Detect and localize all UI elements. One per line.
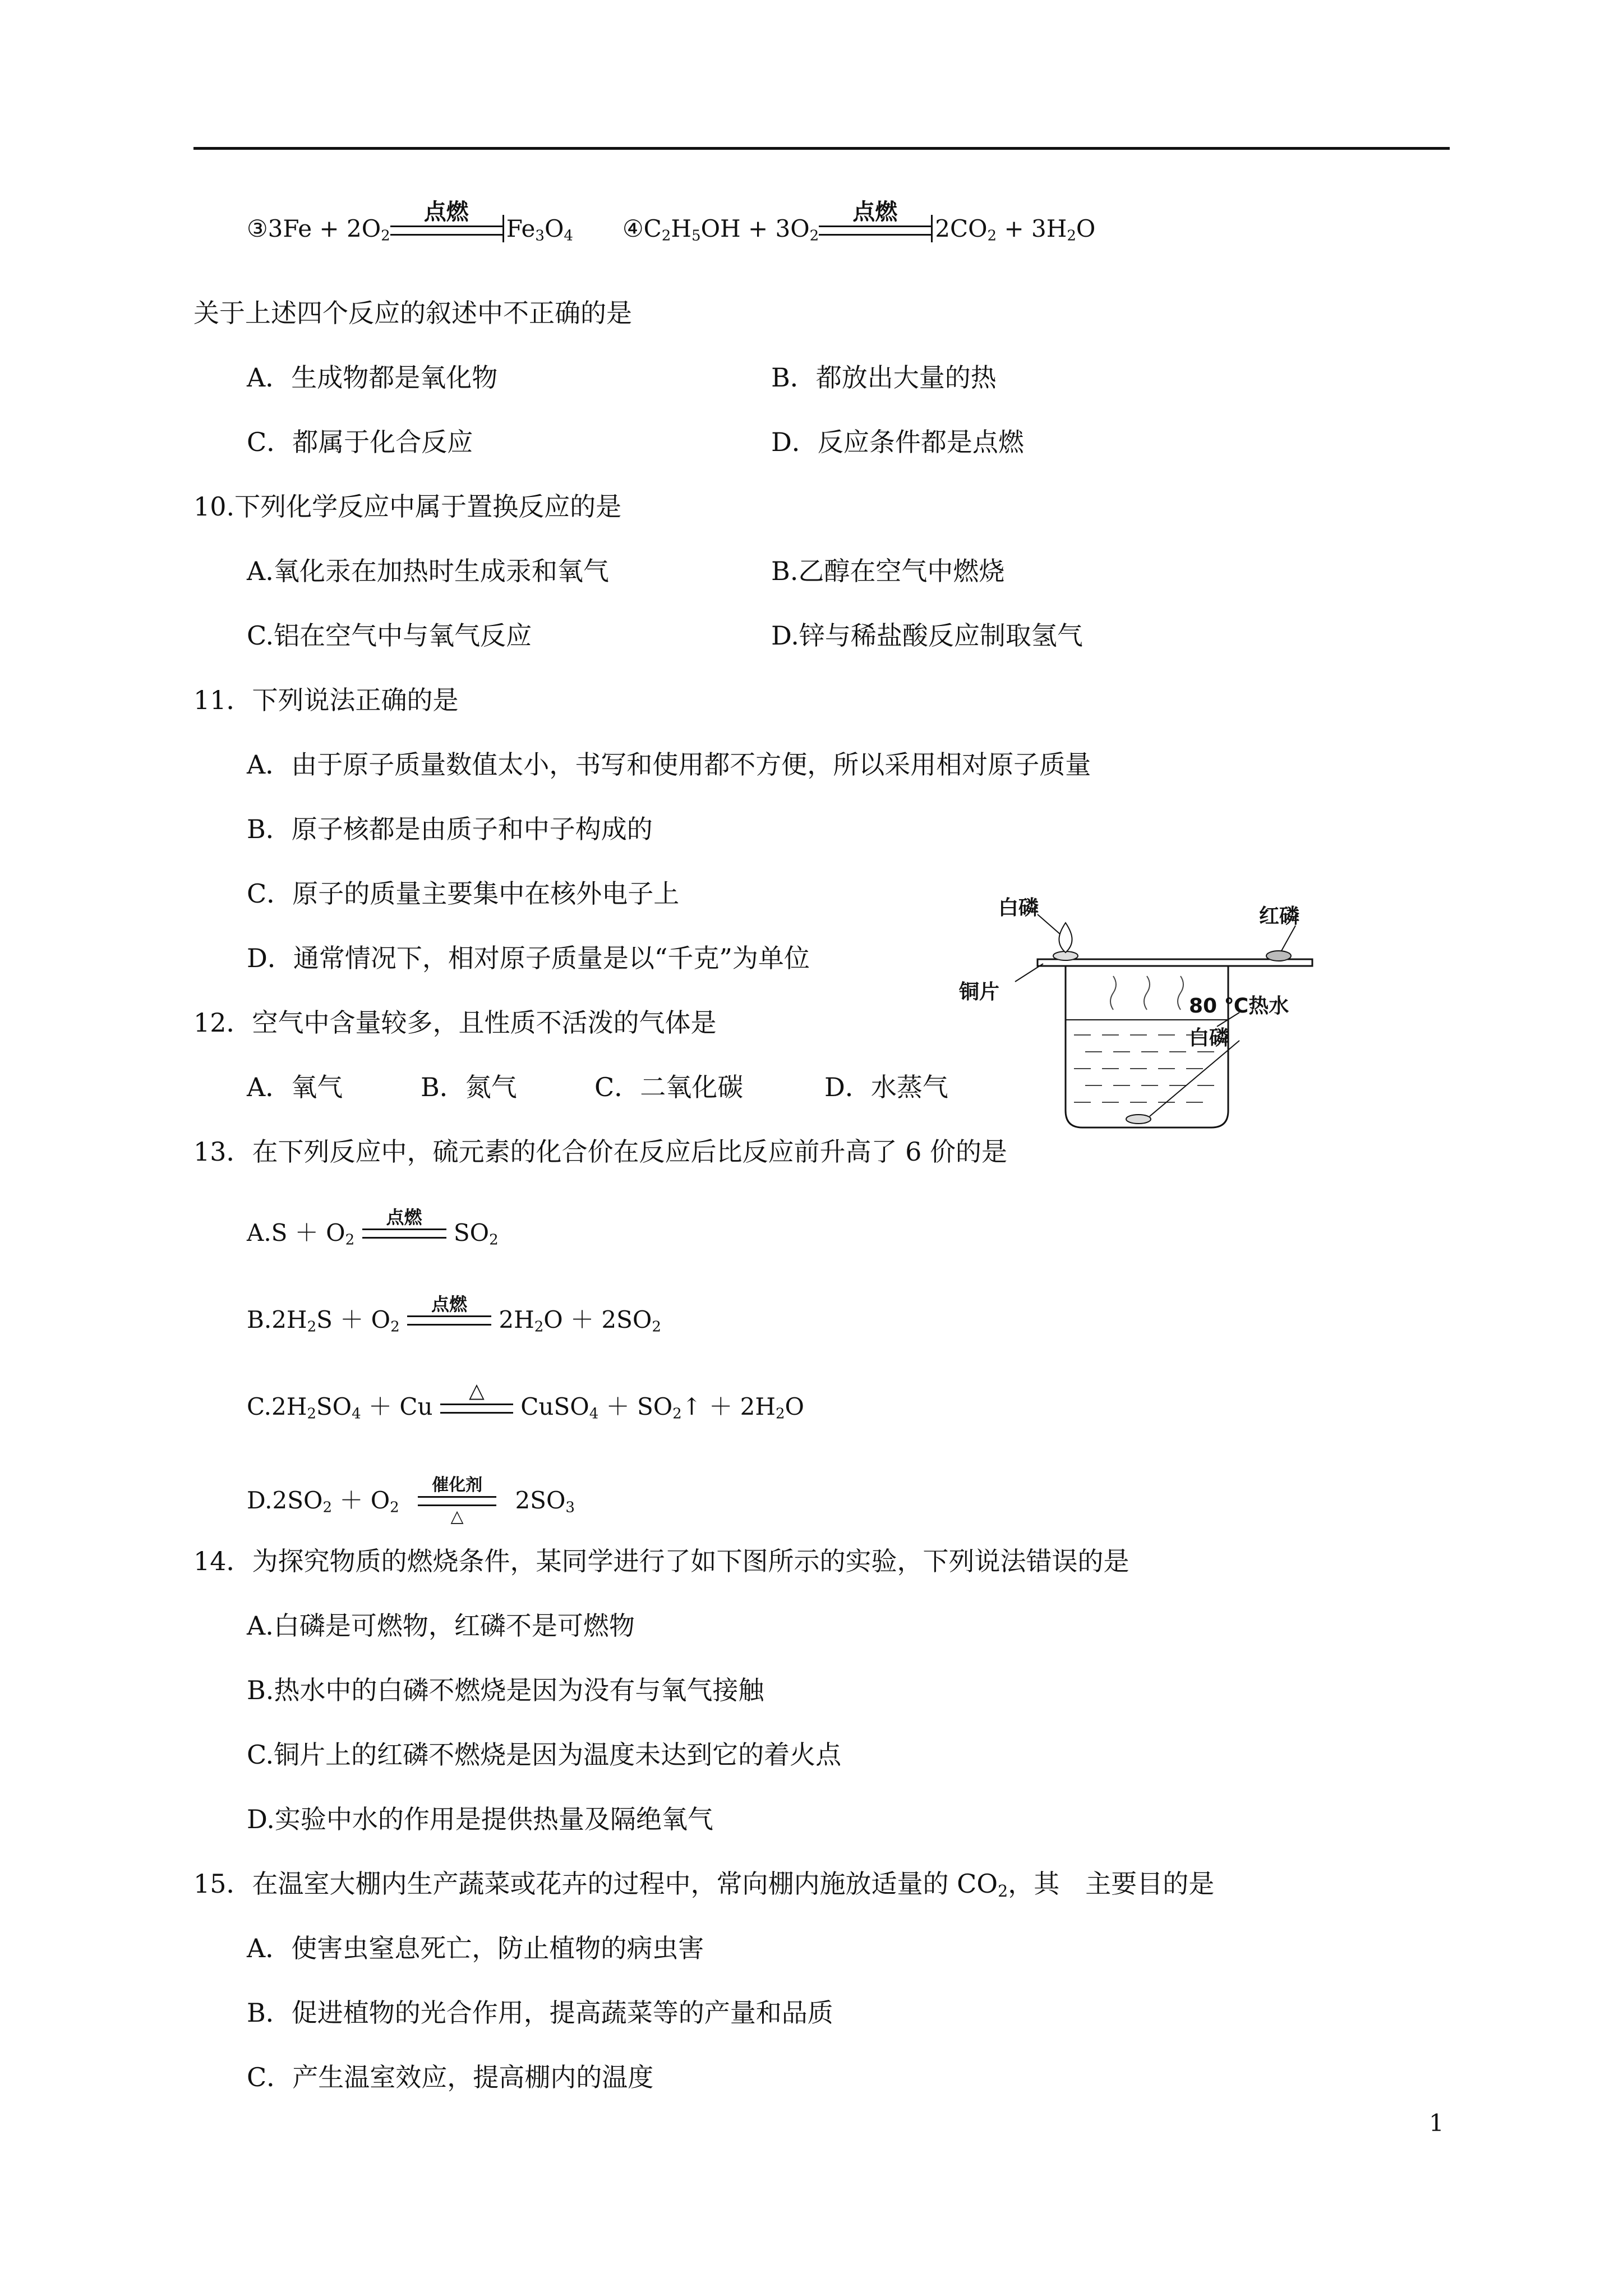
q13-option-b: $B.2H_2S + O_2$ 点燃 $2H_2O + 2SO_2$: [247, 1294, 661, 1336]
q12-option-b: B．氮气: [421, 1072, 517, 1102]
label-copper-sheet: 铜片: [959, 981, 1000, 1004]
reaction-arrow: 点燃: [390, 201, 502, 236]
q12-option-a: A．氧气: [247, 1072, 343, 1102]
combustion-experiment-figure: [953, 892, 1324, 1139]
header-rule: [193, 147, 1450, 150]
q12-stem: 12．空气中含量较多，且性质不活泼的气体是: [193, 1007, 717, 1038]
q10-option-d: D.锌与稀盐酸反应制取氢气: [771, 620, 1083, 651]
q15-stem: 15．在温室大棚内生产蔬菜或花卉的过程中，常向棚内施放适量的 $CO_2$，其 主要目的是: [193, 1869, 1215, 1901]
q11-stem: 11．下列说法正确的是: [193, 685, 459, 715]
label-hot-water: 80 ℃热水: [1189, 995, 1289, 1018]
q15-option-a: A．使害虫窒息死亡，防止植物的病虫害: [247, 1933, 704, 1963]
reaction-arrow: 点燃: [819, 201, 931, 236]
q10-stem: 10.下列化学反应中属于置换反应的是: [193, 491, 622, 522]
red-phosphorus: [1266, 951, 1291, 961]
q10-option-a: A.氧化汞在加热时生成汞和氧气: [247, 556, 609, 586]
q10-option-b: B.乙醇在空气中燃烧: [771, 556, 1005, 586]
q9-option-c: C．都属于化合反应: [247, 427, 473, 457]
q14-option-b: B.热水中的白磷不燃烧是因为没有与氧气接触: [247, 1675, 764, 1705]
label-white-phosphorus-top: 白磷: [998, 896, 1039, 919]
q12-option-d: D．水蒸气: [824, 1072, 948, 1102]
q11-option-a: A．由于原子质量数值太小，书写和使用都不方便，所以采用相对原子质量: [247, 749, 1091, 780]
q11-option-c: C．原子的质量主要集中在核外电子上: [247, 878, 680, 909]
q10-option-c: C.铝在空气中与氧气反应: [247, 620, 532, 651]
white-phosphorus-in-water: [1126, 1115, 1151, 1124]
q9-option-a: A．生成物都是氧化物: [247, 362, 498, 393]
q9-option-b: B．都放出大量的热: [771, 362, 997, 393]
q14-option-c: C.铜片上的红磷不燃烧是因为温度未达到它的着火点: [247, 1740, 842, 1770]
q14-option-d: D.实验中水的作用是提供热量及隔绝氧气: [247, 1804, 713, 1834]
q15-option-b: B．促进植物的光合作用，提高蔬菜等的产量和品质: [247, 1998, 833, 2028]
reaction-arrow: △: [440, 1381, 513, 1414]
q11-option-d: D．通常情况下，相对原子质量是以“千克”为单位: [247, 943, 810, 973]
label-red-phosphorus: 红磷: [1259, 905, 1300, 928]
page-number: 1: [1429, 2109, 1444, 2137]
label-white-phosphorus-water: 白磷: [1189, 1027, 1230, 1050]
reaction-arrow: 点燃: [362, 1208, 446, 1239]
q12-option-c: C．二氧化碳: [594, 1072, 744, 1102]
q13-option-a: $A.S + O_2$ 点燃 $SO_2$: [247, 1207, 499, 1249]
q11-option-b: B．原子核都是由质子和中子构成的: [247, 814, 653, 844]
q14-stem: 14．为探究物质的燃烧条件，某同学进行了如下图所示的实验，下列说法错误的是: [193, 1546, 1129, 1576]
q13-option-c: $C.2H_2SO_4 + Cu$ △ CuSO$_4$ ＋ $SO_2↑ + 2H_2O$: [247, 1379, 804, 1423]
flame-icon: [1059, 923, 1072, 953]
q13-option-d: $D.2SO_2 + O_2$ 催化剂 △ $2SO_3$: [247, 1475, 575, 1526]
equation-3: ③3Fe + $2O_2$ 点燃 $Fe_3O_4$: [247, 199, 573, 245]
q13-stem: 13．在下列反应中，硫元素的化合价在反应后比反应前升高了 6 价的是: [193, 1137, 1008, 1167]
reaction-arrow: 点燃: [407, 1295, 491, 1326]
reaction-arrow: 催化剂 △: [418, 1477, 496, 1525]
q15-option-c: C．产生温室效应，提高棚内的温度: [247, 2062, 654, 2092]
equation-4: $④C_2H_5OH + 3O_2$ 点燃 $2CO_2 + 3H_2O$: [623, 199, 1096, 245]
q9-stem: 关于上述四个反应的叙述中不正确的是: [193, 298, 632, 328]
q9-option-d: D．反应条件都是点燃: [771, 427, 1024, 457]
q14-option-a: A.白磷是可燃物，红磷不是可燃物: [247, 1611, 635, 1641]
